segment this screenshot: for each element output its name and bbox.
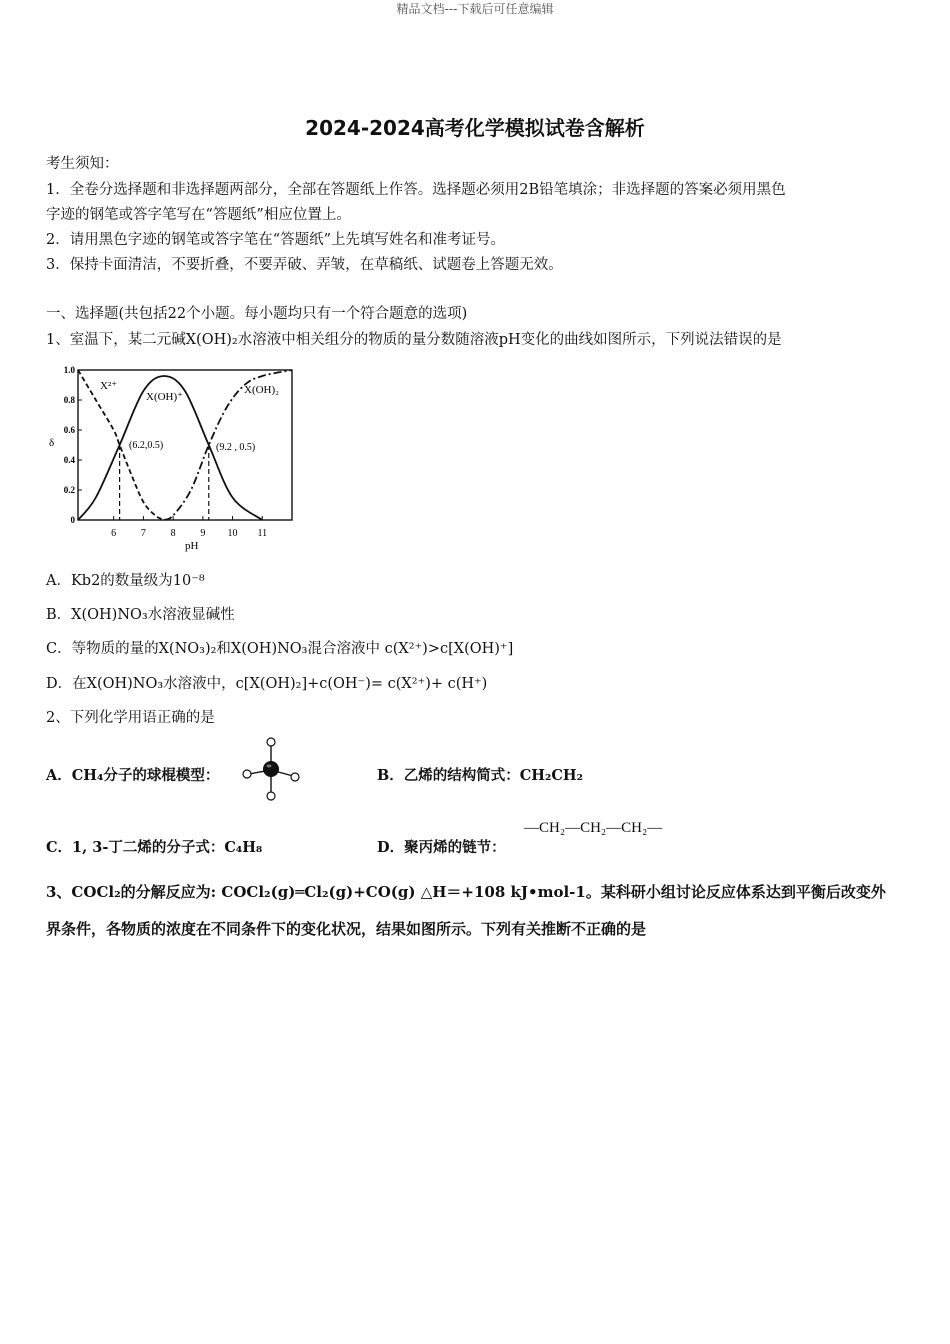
y-tick-label: 0.2	[63, 485, 75, 495]
series-label-xoh2: X(OH)₂	[244, 384, 279, 396]
x-tick-label: 9	[200, 528, 206, 539]
q2-option-d: D．聚丙烯的链节：	[377, 839, 506, 856]
speciation-chart	[40, 360, 302, 556]
y-tick-label: 0.8	[63, 395, 75, 405]
q1-option-c: C．等物质的量的X(NO₃)₂和X(OH)NO₃混合溶液中 c(X²⁺)>c[X(OH)⁺]	[46, 641, 514, 657]
notice-heading: 考生须知：	[46, 156, 119, 172]
x-tick-label: 7	[140, 528, 146, 539]
y-tick-label: 0.6	[63, 425, 75, 435]
q1-option-d: D．在X(OH)NO₃水溶液中，c[X(OH)₂]+c(OH⁻)= c(X²⁺)+ c(H⁺)	[46, 676, 488, 692]
q1-option-a: A．Kb2的数量级为10⁻⁸	[46, 573, 205, 589]
y-tick-label: 1.0	[63, 365, 75, 375]
q3-stem-line-2: 界条件，各物质的浓度在不同条件下的变化状况，结果如图所示。下列有关推断不正确的是	[46, 920, 647, 938]
q3-stem-line-1: 3、COCl₂的分解反应为: COCl₂(g)═Cl₂(g)+CO(g) △H＝+108 kJ•mol-1。某科研小组讨论反应体系达到平衡后改变外	[46, 883, 886, 901]
x-axis-label: pH	[185, 540, 199, 552]
y-axis-label: δ	[49, 437, 55, 449]
notice-item: 3．保持卡面清洁，不要折叠，不要弄破、弄皱，在草稿纸、试题卷上答题无效。	[46, 257, 563, 273]
page-title: 2024-2024高考化学模拟试卷含解析	[305, 116, 645, 140]
annotation-point-2: (9.2 , 0.5)	[216, 442, 256, 453]
x-tick-label: 10	[227, 528, 238, 539]
x-tick-label: 11	[257, 528, 268, 539]
x-tick-label: 8	[170, 528, 176, 539]
chart-reference-lines	[120, 445, 209, 520]
q2-option-a: A．CH₄分子的球棍模型：	[46, 767, 220, 784]
q2-stem: 2、下列化学用语正确的是	[46, 710, 215, 726]
q2-option-c: C．1, 3-丁二烯的分子式：C₄H₈	[46, 839, 263, 856]
notice-item: 2．请用黑色字迹的钢笔或答字笔在“答题纸”上先填写姓名和准考证号。	[46, 232, 506, 248]
section-heading: 一、选择题(共包括22个小题。每小题均只有一个符合题意的选项)	[46, 306, 468, 322]
series-label-x2plus: X²⁺	[100, 380, 118, 392]
q1-option-b: B．X(OH)NO₃水溶液显碱性	[46, 607, 235, 623]
polypropylene-chain-formula: —CH₂—CH₂—CH₂—	[524, 820, 663, 836]
y-tick-label: 0	[70, 515, 75, 525]
notice-item: 1．全卷分选择题和非选择题两部分，全部在答题纸上作答。选择题必须用2B铅笔填涂；非选择题的答案必须用黑色	[46, 182, 786, 198]
page-header: 精品文档---下载后可任意编辑	[396, 2, 554, 16]
annotation-point-1: (6.2,0.5)	[129, 440, 164, 451]
y-tick-label: 0.4	[63, 455, 75, 465]
x-tick-label: 6	[111, 528, 117, 539]
q1-stem: 1、室温下，某二元碱X(OH)₂水溶液中相关组分的物质的量分数随溶液pH变化的曲线如图所示，下列说法错误的是	[46, 332, 782, 348]
series-label-xohplus: X(OH)⁺	[146, 391, 183, 403]
ball-stick-model-icon	[240, 736, 302, 802]
q2-option-b: B．乙烯的结构简式：CH₂CH₂	[377, 767, 583, 784]
notice-item: 字迹的钢笔或答字笔写在“答题纸”相应位置上。	[46, 207, 351, 223]
